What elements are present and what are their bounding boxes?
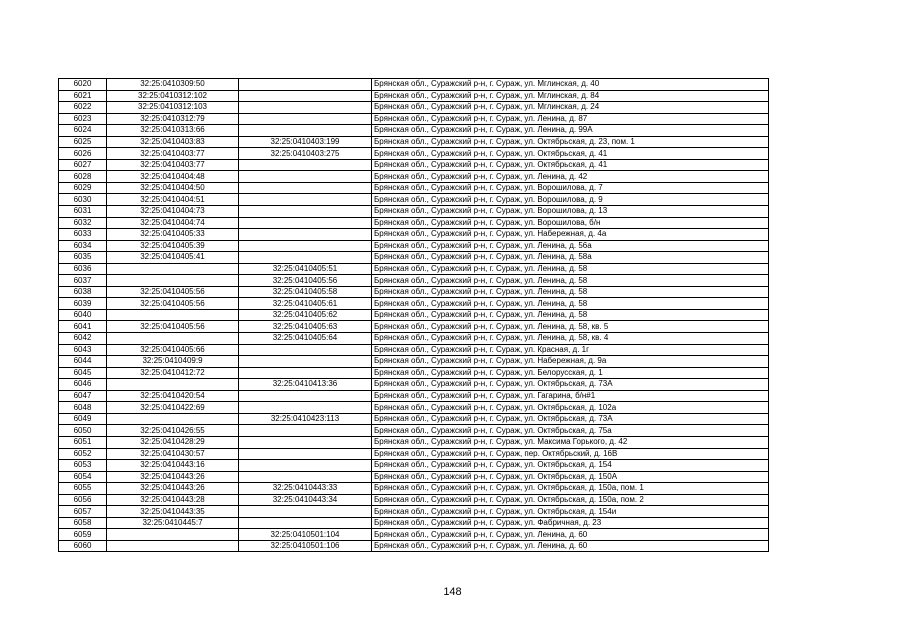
- object-cadastral-number-cell: [239, 356, 372, 368]
- address-cell: Брянская обл., Суражский р-н, г. Сураж, ул. Ленина, д. 58: [372, 275, 769, 287]
- row-number-cell: 6046: [59, 379, 107, 391]
- table-row: [59, 252, 769, 264]
- address-cell: Брянская обл., Суражский р-н, г. Сураж, ул. Фабричная, д. 23: [372, 517, 769, 529]
- address-cell: Брянская обл., Суражский р-н, г. Сураж, ул. Ворошилова, д. 7: [372, 182, 769, 194]
- table-row: [59, 90, 769, 102]
- row-number-cell: 6034: [59, 240, 107, 252]
- table-row: [59, 540, 769, 552]
- address-cell: Брянская обл., Суражский р-н, г. Сураж, ул. Ленина, д. 99А: [372, 125, 769, 137]
- object-cadastral-number-cell: [239, 425, 372, 437]
- cadastral-number-cell: 32:25:0410403:77: [107, 148, 239, 160]
- table-row: [59, 171, 769, 183]
- cadastral-number-cell: 32:25:0410445:7: [107, 517, 239, 529]
- object-cadastral-number-cell: [239, 436, 372, 448]
- table-row: [59, 379, 769, 391]
- row-number-cell: 6042: [59, 333, 107, 345]
- row-number-cell: 6025: [59, 136, 107, 148]
- table-row: [59, 159, 769, 171]
- address-cell: Брянская обл., Суражский р-н, г. Сураж, ул. Ленина, д. 58, кв. 4: [372, 333, 769, 345]
- address-cell: Брянская обл., Суражский р-н, г. Сураж, ул. Набережная, д. 4а: [372, 229, 769, 241]
- table-body: [59, 79, 769, 552]
- table-row: [59, 402, 769, 414]
- row-number-cell: 6031: [59, 206, 107, 218]
- table-row: [59, 309, 769, 321]
- address-cell: Брянская обл., Суражский р-н, г. Сураж, ул. Октябрьская, д. 75а: [372, 425, 769, 437]
- object-cadastral-number-cell: 32:25:0410405:62: [239, 309, 372, 321]
- cadastral-number-cell: 32:25:0410443:26: [107, 483, 239, 495]
- address-cell: Брянская обл., Суражский р-н, г. Сураж, ул. Ленина, д. 58: [372, 309, 769, 321]
- cadastral-number-cell: [107, 263, 239, 275]
- address-cell: Брянская обл., Суражский р-н, г. Сураж, ул. Октябрьская, д. 23, пом. 1: [372, 136, 769, 148]
- table-row: [59, 483, 769, 495]
- address-cell: Брянская обл., Суражский р-н, г. Сураж, ул. Ленина, д. 58: [372, 298, 769, 310]
- cadastral-number-cell: 32:25:0410443:35: [107, 506, 239, 518]
- cadastral-number-cell: 32:25:0410405:39: [107, 240, 239, 252]
- table-row: [59, 125, 769, 137]
- row-number-cell: 6060: [59, 540, 107, 552]
- row-number-cell: 6054: [59, 471, 107, 483]
- table-row: [59, 275, 769, 287]
- address-cell: Брянская обл., Суражский р-н, г. Сураж, ул. Ворошилова, д. 13: [372, 206, 769, 218]
- address-cell: Брянская обл., Суражский р-н, г. Сураж, ул. Ленина, д. 58: [372, 286, 769, 298]
- table-row: [59, 217, 769, 229]
- cadastral-number-cell: 32:25:0410412:72: [107, 367, 239, 379]
- address-cell: Брянская обл., Суражский р-н, г. Сураж, ул. Гагарина, б/н#1: [372, 390, 769, 402]
- object-cadastral-number-cell: 32:25:0410443:33: [239, 483, 372, 495]
- table-row: [59, 79, 769, 91]
- table-row: [59, 506, 769, 518]
- row-number-cell: 6037: [59, 275, 107, 287]
- cadastral-number-cell: 32:25:0410428:29: [107, 436, 239, 448]
- row-number-cell: 6030: [59, 194, 107, 206]
- cadastral-number-cell: 32:25:0410313:66: [107, 125, 239, 137]
- row-number-cell: 6045: [59, 367, 107, 379]
- cadastral-number-cell: 32:25:0410405:33: [107, 229, 239, 241]
- address-cell: Брянская обл., Суражский р-н, г. Сураж, ул. Октябрьская, д. 41: [372, 159, 769, 171]
- row-number-cell: 6023: [59, 113, 107, 125]
- cadastral-number-cell: 32:25:0410403:83: [107, 136, 239, 148]
- object-cadastral-number-cell: [239, 159, 372, 171]
- object-cadastral-number-cell: [239, 171, 372, 183]
- address-cell: Брянская обл., Суражский р-н, г. Сураж, ул. Ленина, д. 60: [372, 529, 769, 541]
- row-number-cell: 6050: [59, 425, 107, 437]
- cadastral-number-cell: [107, 333, 239, 345]
- object-cadastral-number-cell: 32:25:0410403:199: [239, 136, 372, 148]
- address-cell: Брянская обл., Суражский р-н, г. Сураж, ул. Ленина, д. 58: [372, 263, 769, 275]
- table-row: [59, 206, 769, 218]
- address-cell: Брянская обл., Суражский р-н, г. Сураж, ул. Максима Горького, д. 42: [372, 436, 769, 448]
- row-number-cell: 6058: [59, 517, 107, 529]
- address-cell: Брянская обл., Суражский р-н, г. Сураж, ул. Октябрьская, д. 154: [372, 460, 769, 472]
- table-row: [59, 436, 769, 448]
- cadastral-number-cell: 32:25:0410422:69: [107, 402, 239, 414]
- object-cadastral-number-cell: 32:25:0410501:104: [239, 529, 372, 541]
- cadastral-number-cell: 32:25:0410312:79: [107, 113, 239, 125]
- address-cell: Брянская обл., Суражский р-н, г. Сураж, ул. Октябрьская, д. 150а, пом. 1: [372, 483, 769, 495]
- address-cell: Брянская обл., Суражский р-н, г. Сураж, ул. Ленина, д. 87: [372, 113, 769, 125]
- table-row: [59, 529, 769, 541]
- cadastral-number-cell: 32:25:0410405:56: [107, 298, 239, 310]
- table-row: [59, 286, 769, 298]
- cadastral-number-cell: [107, 379, 239, 391]
- address-cell: Брянская обл., Суражский р-н, г. Сураж, ул. Октябрьская, д. 73А: [372, 379, 769, 391]
- cadastral-number-cell: 32:25:0410405:56: [107, 286, 239, 298]
- table-row: [59, 229, 769, 241]
- cadastral-number-cell: 32:25:0410312:102: [107, 90, 239, 102]
- cadastral-number-cell: 32:25:0410312:103: [107, 102, 239, 114]
- row-number-cell: 6041: [59, 321, 107, 333]
- cadastral-number-cell: 32:25:0410443:26: [107, 471, 239, 483]
- address-cell: Брянская обл., Суражский р-н, г. Сураж, ул. Белорусская, д. 1: [372, 367, 769, 379]
- row-number-cell: 6047: [59, 390, 107, 402]
- object-cadastral-number-cell: 32:25:0410405:61: [239, 298, 372, 310]
- cadastral-number-cell: 32:25:0410426:55: [107, 425, 239, 437]
- table-row: [59, 148, 769, 160]
- object-cadastral-number-cell: [239, 113, 372, 125]
- cadastral-number-cell: 32:25:0410404:73: [107, 206, 239, 218]
- table-row: [59, 263, 769, 275]
- table-row: [59, 356, 769, 368]
- cadastral-number-cell: [107, 275, 239, 287]
- object-cadastral-number-cell: [239, 229, 372, 241]
- object-cadastral-number-cell: [239, 390, 372, 402]
- object-cadastral-number-cell: [239, 182, 372, 194]
- cadastral-number-cell: [107, 529, 239, 541]
- address-cell: Брянская обл., Суражский р-н, г. Сураж, ул. Ворошилова, б/н: [372, 217, 769, 229]
- address-cell: Брянская обл., Суражский р-н, г. Сураж, ул. Октябрьская, д. 150А: [372, 471, 769, 483]
- row-number-cell: 6039: [59, 298, 107, 310]
- object-cadastral-number-cell: 32:25:0410423:113: [239, 413, 372, 425]
- address-cell: Брянская обл., Суражский р-н, г. Сураж, ул. Октябрьская, д. 102а: [372, 402, 769, 414]
- table-row: [59, 367, 769, 379]
- row-number-cell: 6027: [59, 159, 107, 171]
- row-number-cell: 6026: [59, 148, 107, 160]
- object-cadastral-number-cell: [239, 102, 372, 114]
- table-row: [59, 113, 769, 125]
- row-number-cell: 6044: [59, 356, 107, 368]
- row-number-cell: 6032: [59, 217, 107, 229]
- cadastral-number-cell: 32:25:0410409:9: [107, 356, 239, 368]
- page-number: 148: [443, 586, 462, 598]
- object-cadastral-number-cell: [239, 252, 372, 264]
- object-cadastral-number-cell: [239, 125, 372, 137]
- row-number-cell: 6049: [59, 413, 107, 425]
- object-cadastral-number-cell: 32:25:0410405:58: [239, 286, 372, 298]
- object-cadastral-number-cell: 32:25:0410405:56: [239, 275, 372, 287]
- row-number-cell: 6055: [59, 483, 107, 495]
- table-row: [59, 136, 769, 148]
- object-cadastral-number-cell: [239, 471, 372, 483]
- object-cadastral-number-cell: [239, 90, 372, 102]
- cadastral-number-cell: [107, 309, 239, 321]
- table-row: [59, 460, 769, 472]
- object-cadastral-number-cell: [239, 240, 372, 252]
- row-number-cell: 6038: [59, 286, 107, 298]
- cadastral-number-cell: 32:25:0410309:50: [107, 79, 239, 91]
- table-row: [59, 194, 769, 206]
- object-cadastral-number-cell: 32:25:0410405:64: [239, 333, 372, 345]
- row-number-cell: 6040: [59, 309, 107, 321]
- row-number-cell: 6053: [59, 460, 107, 472]
- table-row: [59, 517, 769, 529]
- address-cell: Брянская обл., Суражский р-н, г. Сураж, ул. Набережная, д. 9а: [372, 356, 769, 368]
- address-cell: Брянская обл., Суражский р-н, г. Сураж, ул. Мглинская, д. 40: [372, 79, 769, 91]
- object-cadastral-number-cell: [239, 506, 372, 518]
- address-cell: Брянская обл., Суражский р-н, г. Сураж, ул. Ленина, д. 56а: [372, 240, 769, 252]
- row-number-cell: 6036: [59, 263, 107, 275]
- row-number-cell: 6051: [59, 436, 107, 448]
- row-number-cell: 6024: [59, 125, 107, 137]
- cadastral-number-cell: 32:25:0410404:48: [107, 171, 239, 183]
- table-row: [59, 390, 769, 402]
- table-row: [59, 298, 769, 310]
- cadastral-number-cell: [107, 540, 239, 552]
- address-cell: Брянская обл., Суражский р-н, г. Сураж, ул. Ленина, д. 58, кв. 5: [372, 321, 769, 333]
- table-row: [59, 413, 769, 425]
- object-cadastral-number-cell: 32:25:0410501:106: [239, 540, 372, 552]
- cadastral-number-cell: 32:25:0410404:50: [107, 182, 239, 194]
- table-row: [59, 471, 769, 483]
- address-cell: Брянская обл., Суражский р-н, г. Сураж, пер. Октябрьский, д. 16В: [372, 448, 769, 460]
- cadastral-number-cell: 32:25:0410404:51: [107, 194, 239, 206]
- table-row: [59, 321, 769, 333]
- object-cadastral-number-cell: [239, 367, 372, 379]
- row-number-cell: 6035: [59, 252, 107, 264]
- cadastral-number-cell: 32:25:0410443:28: [107, 494, 239, 506]
- table-row: [59, 494, 769, 506]
- cadastral-number-cell: 32:25:0410430:57: [107, 448, 239, 460]
- cadastral-number-cell: 32:25:0410404:74: [107, 217, 239, 229]
- object-cadastral-number-cell: 32:25:0410403:275: [239, 148, 372, 160]
- address-cell: Брянская обл., Суражский р-н, г. Сураж, ул. Октябрьская, д. 73А: [372, 413, 769, 425]
- table-row: [59, 333, 769, 345]
- row-number-cell: 6059: [59, 529, 107, 541]
- object-cadastral-number-cell: [239, 460, 372, 472]
- row-number-cell: 6022: [59, 102, 107, 114]
- row-number-cell: 6021: [59, 90, 107, 102]
- object-cadastral-number-cell: [239, 194, 372, 206]
- row-number-cell: 6033: [59, 229, 107, 241]
- row-number-cell: 6029: [59, 182, 107, 194]
- cadastral-number-cell: 32:25:0410405:41: [107, 252, 239, 264]
- row-number-cell: 6057: [59, 506, 107, 518]
- cadastral-number-cell: 32:25:0410405:66: [107, 344, 239, 356]
- address-cell: Брянская обл., Суражский р-н, г. Сураж, ул. Мглинская, д. 24: [372, 102, 769, 114]
- address-cell: Брянская обл., Суражский р-н, г. Сураж, ул. Октябрьская, д. 41: [372, 148, 769, 160]
- object-cadastral-number-cell: 32:25:0410413:36: [239, 379, 372, 391]
- address-cell: Брянская обл., Суражский р-н, г. Сураж, ул. Октябрьская, д. 150а, пом. 2: [372, 494, 769, 506]
- table-row: [59, 182, 769, 194]
- object-cadastral-number-cell: [239, 517, 372, 529]
- table-row: [59, 448, 769, 460]
- address-cell: Брянская обл., Суражский р-н, г. Сураж, ул. Ворошилова, д. 9: [372, 194, 769, 206]
- row-number-cell: 6056: [59, 494, 107, 506]
- table-row: [59, 102, 769, 114]
- cadastral-number-cell: 32:25:0410443:16: [107, 460, 239, 472]
- address-cell: Брянская обл., Суражский р-н, г. Сураж, ул. Ленина, д. 60: [372, 540, 769, 552]
- object-cadastral-number-cell: 32:25:0410443:34: [239, 494, 372, 506]
- address-cell: Брянская обл., Суражский р-н, г. Сураж, ул. Октябрьская, д. 154и: [372, 506, 769, 518]
- address-cell: Брянская обл., Суражский р-н, г. Сураж, ул. Ленина, д. 58а: [372, 252, 769, 264]
- cadastral-number-cell: 32:25:0410405:56: [107, 321, 239, 333]
- address-cell: Брянская обл., Суражский р-н, г. Сураж, ул. Красная, д. 1г: [372, 344, 769, 356]
- object-cadastral-number-cell: [239, 448, 372, 460]
- row-number-cell: 6048: [59, 402, 107, 414]
- object-cadastral-number-cell: [239, 402, 372, 414]
- object-cadastral-number-cell: [239, 206, 372, 218]
- cadastral-number-cell: 32:25:0410403:77: [107, 159, 239, 171]
- cadastral-number-cell: [107, 413, 239, 425]
- object-cadastral-number-cell: [239, 79, 372, 91]
- object-cadastral-number-cell: [239, 344, 372, 356]
- row-number-cell: 6020: [59, 79, 107, 91]
- property-table: [58, 78, 769, 552]
- object-cadastral-number-cell: [239, 217, 372, 229]
- address-cell: Брянская обл., Суражский р-н, г. Сураж, ул. Мглинская, д. 84: [372, 90, 769, 102]
- row-number-cell: 6043: [59, 344, 107, 356]
- object-cadastral-number-cell: 32:25:0410405:51: [239, 263, 372, 275]
- table-row: [59, 425, 769, 437]
- table-row: [59, 240, 769, 252]
- address-cell: Брянская обл., Суражский р-н, г. Сураж, ул. Ленина, д. 42: [372, 171, 769, 183]
- cadastral-number-cell: 32:25:0410420:54: [107, 390, 239, 402]
- table-row: [59, 344, 769, 356]
- row-number-cell: 6052: [59, 448, 107, 460]
- row-number-cell: 6028: [59, 171, 107, 183]
- object-cadastral-number-cell: 32:25:0410405:63: [239, 321, 372, 333]
